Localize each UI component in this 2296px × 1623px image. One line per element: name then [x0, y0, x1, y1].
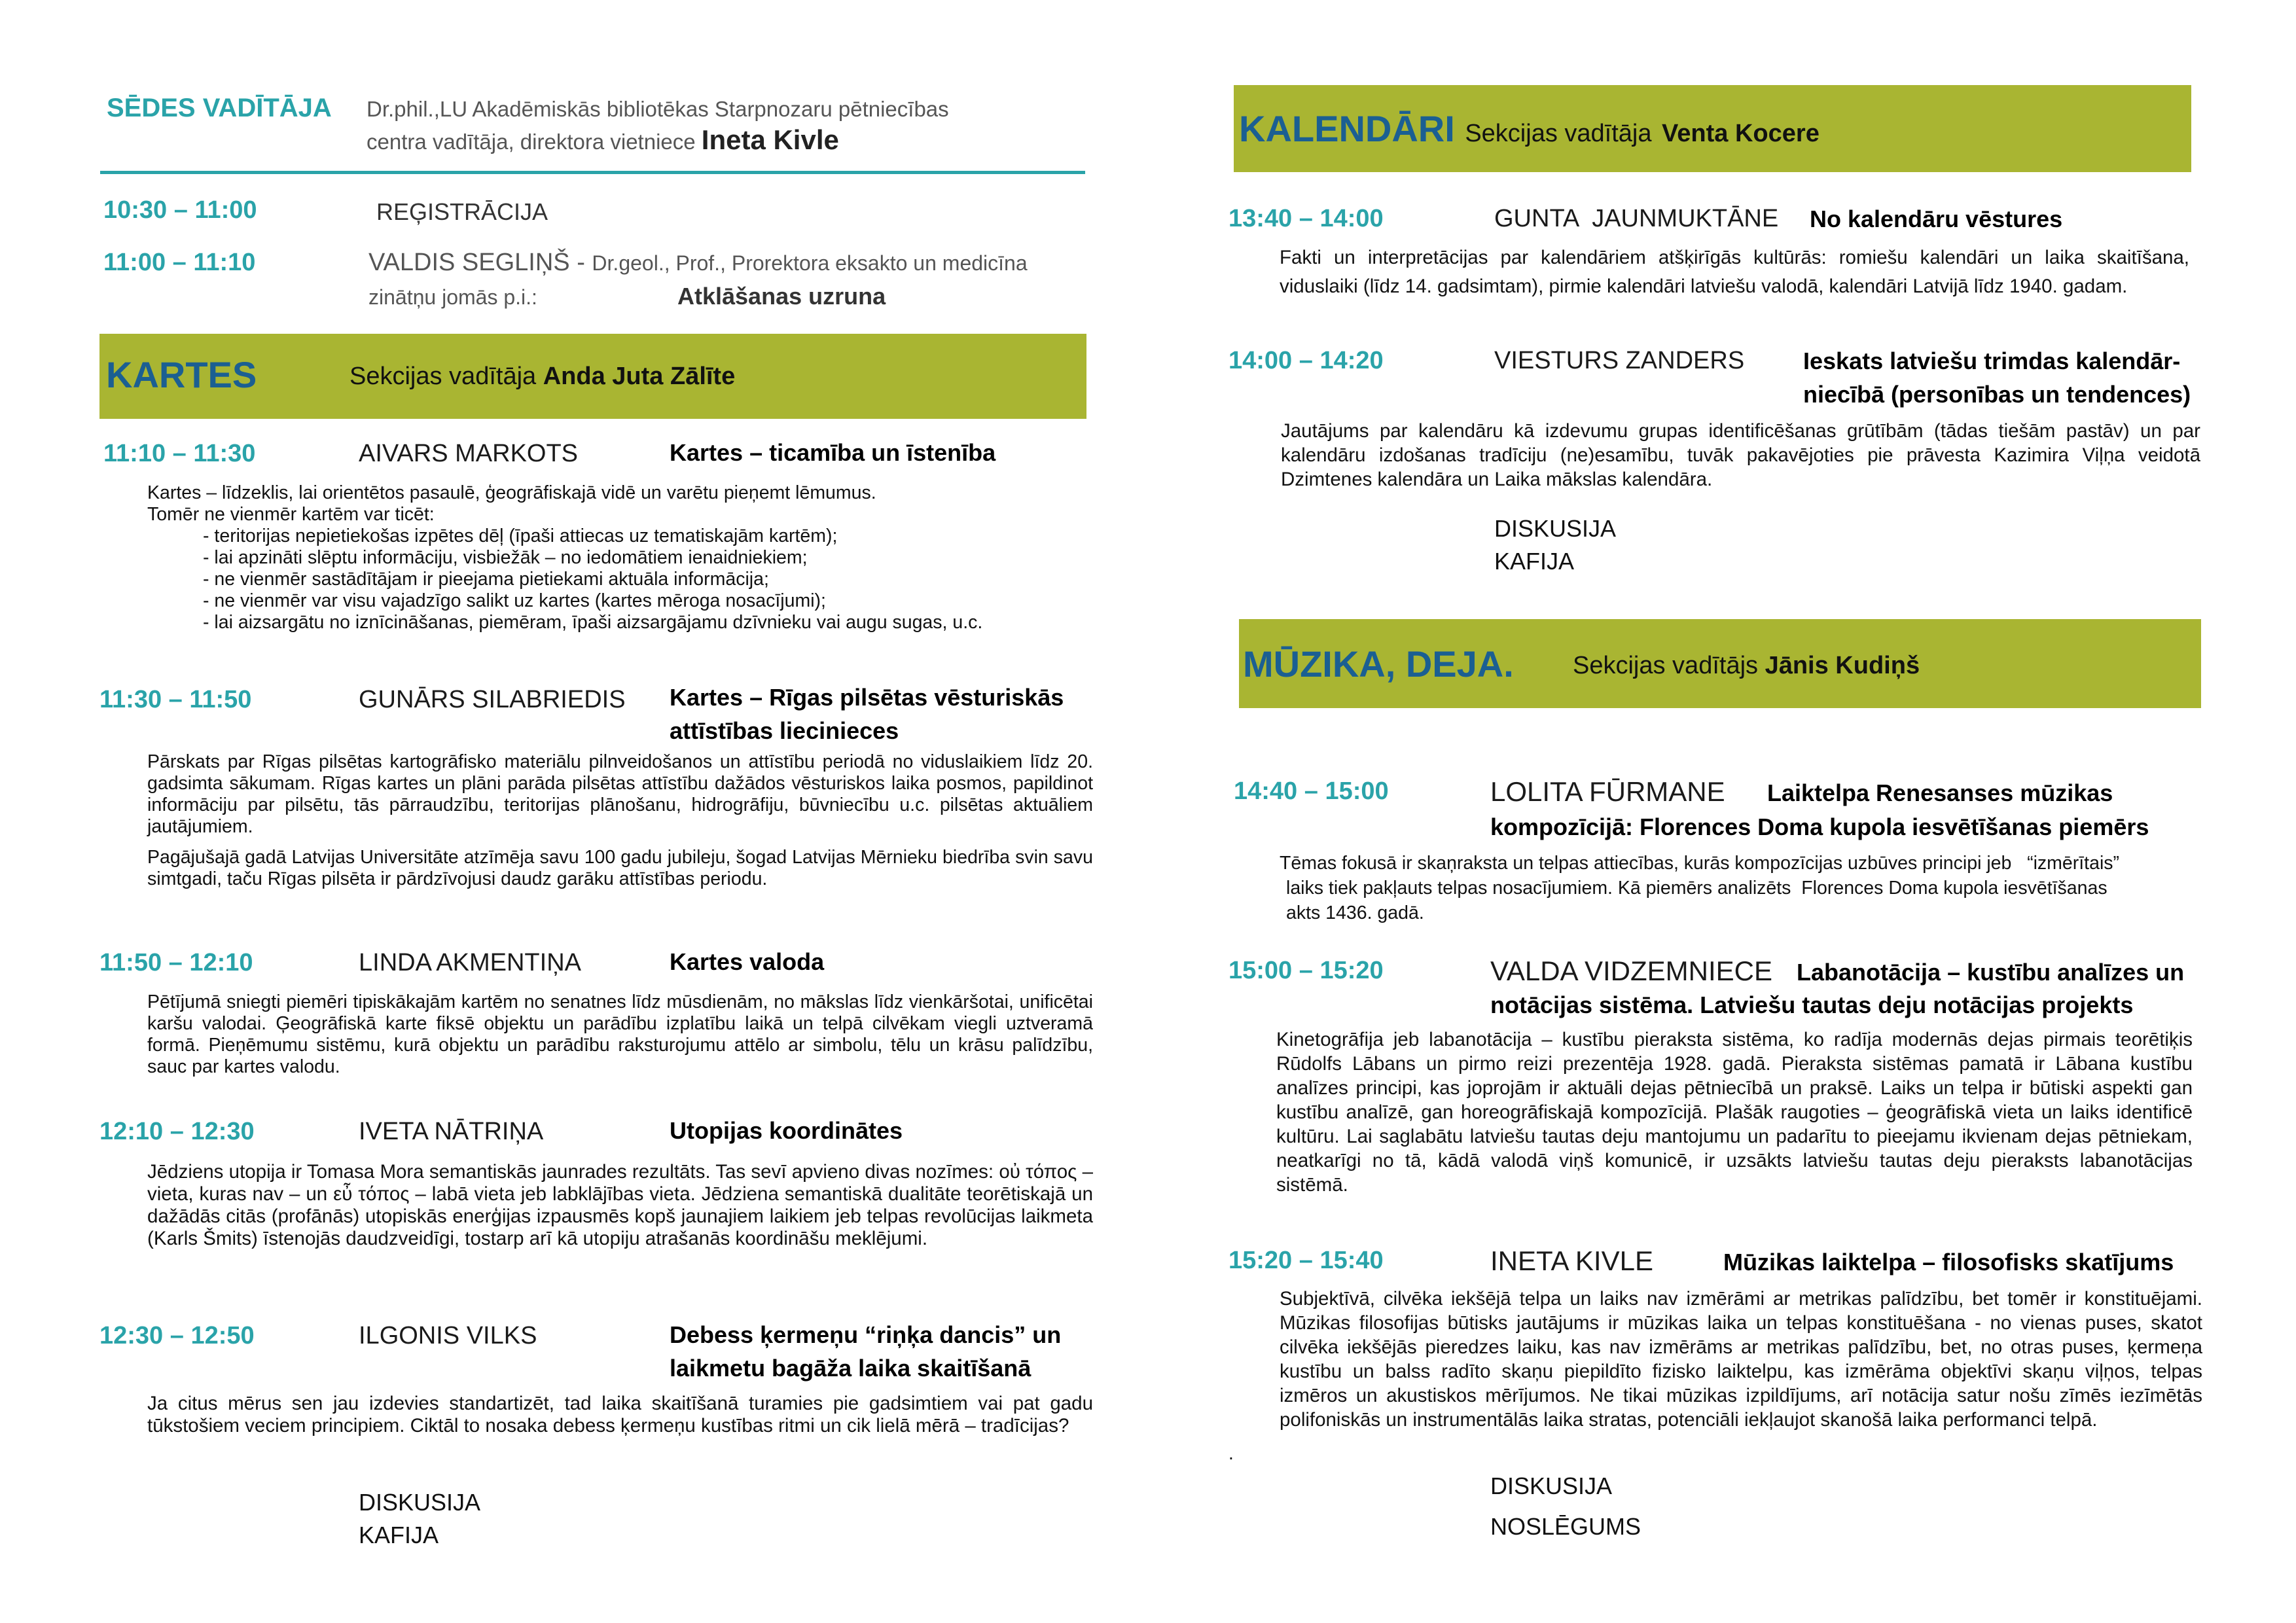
talk-time: 12:30 – 12:50: [99, 1322, 255, 1349]
talk-description: [147, 1161, 1093, 1250]
closing-item-coffee: KAFIJA: [1494, 548, 1575, 575]
talk-title-line1: Ieskats latviešu trimdas kalendār-: [1803, 348, 2181, 374]
closing-item-end: NOSLĒGUMS: [1490, 1513, 1641, 1540]
talk-line: laiks tiek pakļauts telpas nosacījumiem. Kā piemērs analizēts Florences Doma kupola iesvētīšanas: [1286, 878, 2108, 899]
talk-bullet-list: [147, 526, 1093, 633]
stray-dot: .: [1229, 1443, 1234, 1463]
talk-title: No kalendāru vēstures: [1810, 205, 2063, 232]
chair-role-prefix: centra vadītāja, direktora vietniece: [367, 130, 696, 154]
section-band-kartes: [99, 334, 1086, 419]
list-item: - teritorijas nepietiekošas izpētes dēļ (īpaši attiecas uz tematiskajām kartēm);: [203, 526, 1093, 547]
section-chair-label: Sekcijas vadītājs: [1573, 652, 1759, 679]
talk-time: 15:20 – 15:40: [1229, 1247, 1384, 1274]
closing-item-discussion: DISKUSIJA: [1494, 515, 1617, 542]
talk-title: Kartes valoda: [670, 948, 825, 975]
talk-time: 14:40 – 15:00: [1234, 777, 1389, 805]
section-title-muzika: MŪZIKA, DEJA.: [1243, 643, 1514, 685]
talk-paragraph: Kinetogrāfija jeb labanotācija – kustību pieraksta sistēma, ko radīja modernās dejas pirmais teorētiķis Rūdolfs Lābans un pirmo reizi prezentēja 1928. gadā. Pieraksta sistēmas pamatā ir Lābana kustību analīzes principi, kas joprojām ir aktuāli dejas pētniecībā un praksē. Laiks un telpa ir būtiski aspekti gan kustību analīzē, gan horeogrāfiskajā kompozīcijā. Plašāk raugoties – ģeogrāfiskā vieta un laiks identificē kultūru. Lai saglabātu latviešu tautas deju mantojumu un padarītu to pieejamu ikvienam dejas pētniekam, neatkarīgi no tā, kādā valodā viņš komunicē, ir uzsākts latviešu tautas deju pieraksts labanotācijas sistēmā.: [1276, 1029, 2193, 1196]
talk-speaker: IVETA NĀTRIŅA: [359, 1118, 544, 1145]
talk-title-line2: niecībā (personības un tendences): [1803, 381, 2191, 408]
opening-speaker: [368, 249, 1028, 277]
list-item: - lai apzināti slēptu informāciju, visbiežāk – no iedomātiem ienaidniekiem;: [203, 547, 1093, 569]
chair-name: Ineta Kivle: [701, 124, 839, 155]
talk-title-line2: kompozīcijā: Florences Doma kupola iesvētīšanas piemērs: [1490, 813, 2149, 840]
talk-time: 11:50 – 12:10: [99, 949, 253, 976]
talk-description: [1280, 851, 2209, 925]
talk-title: [670, 681, 1095, 747]
talk-time: 12:10 – 12:30: [99, 1118, 255, 1145]
talk-speaker: AIVARS MARKOTS: [359, 440, 579, 467]
talk-description: [1281, 419, 2200, 491]
talk-title-line2: attīstības liecinieces: [670, 717, 899, 744]
talk-description: [1276, 1027, 2193, 1197]
section-chair-muzika: [1573, 652, 1920, 680]
talk-title: Mūzikas laiktelpa – filosofisks skatījums: [1723, 1249, 2174, 1275]
chair-label: SĒDES VADĪTĀJA: [107, 94, 332, 122]
talk-speaker: LINDA AKMENTIŅA: [359, 949, 581, 976]
talk-line: Tēmas fokusā ir skaņraksta un telpas attiecības, kurās kompozīcijas uzbūves principi jeb “izmērītais”: [1280, 853, 2120, 874]
talk-title: [670, 1318, 1102, 1385]
header-divider: [100, 171, 1085, 174]
talk-title-line1: Kartes – Rīgas pilsētas vēsturiskās: [670, 684, 1064, 711]
talk-paragraph: Subjektīvā, cilvēka iekšējā telpa un laiks nav izmērāmi ar metrikas palīdzību, bet tomēr ir konstituējami. Mūzikas filosofijas būtisks jautājums ir mūzikas laika un telpas konstituēšana - no vienas puses, skatot cilvēka iekšējās pieredzes laiku, kas nav izmērāms ar metrikas palīdzību, bet, no otras puses, ķermeņa kustību un balss radīto skaņu piepildīto fizisko laiktelpu, kas izmērāma objektīvi skaņu viļņos, telpas izmēros un akustiskos mērījumos. Ne tikai mūzikas izpildījums, arī notācija satur nošu zīmēs iezīmētās polifoniskās un instrumentālās laika stratas, potenciāli iekļaujot skanošā laika performanci telpā.: [1280, 1288, 2202, 1431]
opening-speaker-name: VALDIS SEGLIŅŠ -: [368, 249, 585, 276]
talk-title: Kartes – ticamība un īstenība: [670, 439, 996, 466]
section-band-muzika: [1239, 619, 2201, 708]
talk-speaker: INETA KIVLE: [1490, 1245, 1653, 1276]
list-item: - ne vienmēr sastādītājam ir pieejama pietiekami aktuāla informācija;: [203, 569, 1093, 590]
opening-title: Atklāšanas uzruna: [677, 283, 886, 310]
section-chair-label: Sekcijas vadītāja: [1465, 120, 1652, 147]
section-title-text: KALENDĀRI: [1239, 108, 1455, 149]
talk-time: 14:00 – 14:20: [1229, 347, 1384, 374]
talk-title-line1: Debess ķermeņu “riņķa dancis” un: [670, 1321, 1062, 1348]
opening-speaker-role2: zinātņu jomās p.i.:: [368, 285, 537, 309]
section-chair-name: Venta Kocere: [1662, 120, 1820, 147]
talk-description: [1280, 1287, 2202, 1432]
talk-paragraph: Jautājums par kalendāru kā izdevumu grupas identificēšanas grūtībām (tādas tiešām pastāv) un par kalendāru izdošanas tradīciju (ne)esamību, tuvāk pakavējoties pie prāvesta Kazimira Viļņa veidotā Dzimtenes kalendāra un Laika mākslas kalendāra.: [1281, 420, 2200, 490]
closing-item-discussion: DISKUSIJA: [359, 1489, 481, 1516]
talk-description: [147, 482, 1093, 633]
talk-title: [1803, 344, 2209, 411]
talk-title-line2: notācijas sistēma. Latviešu tautas deju notācijas projekts: [1490, 991, 2134, 1018]
talk-title-line1: Laiktelpa Renesanses mūzikas: [1767, 779, 2113, 806]
talk-paragraph: Pētījumā sniegti piemēri tipiskākajām kartēm no senatnes līdz mūsdienām, no mākslas līdz vienkāršotai, unificētai karšu valodai. Ģeogrāfiskā karte fiksē objektu un parādību izplatību laikā un telpā cilvēkam viegli uztveramā formā. Pieņēmumu sistēmu, kurā objektu un parādību raksturojumu attēlo ar simbolu, tēlu un krāsu palīdzību, sauc par kartes valodu.: [147, 991, 1093, 1077]
list-item: - ne vienmēr var visu vajadzīgo salikt uz kartes (kartes mēroga nosacījumi);: [203, 590, 1093, 612]
talk-title-line2: laikmetu bagāža laika skaitīšanā: [670, 1355, 1031, 1382]
talk-description: [147, 1393, 1093, 1437]
registration-label: REĢISTRĀCIJA: [376, 198, 548, 225]
list-item: - lai aizsargātu no iznīcināšanas, piemēram, īpaši aizsargājamu dzīvnieku vai augu sugas, u.c.: [203, 612, 1093, 633]
talk-speaker: GUNĀRS SILABRIEDIS: [359, 686, 626, 713]
talk-time: 13:40 – 14:00: [1229, 205, 1384, 232]
talk-paragraph: Pagājušajā gadā Latvijas Universitāte atzīmēja savu 100 gadu jubileju, šogad Latvijas Mērnieku biedrība svin savu simtgadi, taču Rīgas pilsēta ir pārdzīvojusi daudz garāku attīstības periodu.: [147, 847, 1093, 889]
closing-item-discussion: DISKUSIJA: [1490, 1472, 1613, 1499]
talk-speaker: VIESTURS ZANDERS: [1494, 347, 1745, 374]
chair-role-line1: Dr.phil.,LU Akadēmiskās bibliotēkas Starpnozaru pētniecības: [367, 97, 949, 121]
talk-line: akts 1436. gadā.: [1286, 902, 1424, 923]
talk-speaker: VALDA VIDZEMNIECE: [1490, 955, 1772, 986]
talk-description: [147, 991, 1093, 1078]
talk-description: [1280, 243, 2189, 301]
talk-intro-2: Tomēr ne vienmēr kartēm var ticēt:: [147, 504, 435, 525]
time-registration: 10:30 – 11:00: [103, 196, 257, 224]
talk-paragraph: Ja citus mērus sen jau izdevies standartizēt, tad laika skaitīšanā turamies pie gadsimtiem vai pat gadu tūkstošiem veciem principiem. Ciktāl to nosaka debess ķermeņu kustības ritmi un cik lielā mērā – tradīcijas?: [147, 1393, 1093, 1436]
talk-title-line1: Labanotācija – kustību analīzes un: [1797, 959, 2185, 986]
talk-time: 11:30 – 11:50: [99, 686, 252, 713]
section-chair-kartes: [350, 363, 735, 391]
talk-time: 11:10 – 11:30: [103, 440, 256, 467]
talk-speaker: GUNTA JAUNMUKTĀNE: [1494, 205, 1779, 232]
time-opening: 11:00 – 11:10: [103, 249, 256, 276]
talk-paragraph: Jēdziens utopija ir Tomasa Mora semantiskās jaunrades rezultāts. Tas sevī apvieno divas nozīmes: οὐ τόπος – vieta, kuras nav – un εὖ τόπος – labā vieta jeb labklājības vieta. Jēdziena semantiskā dualitāte teorētiskajā un dažādās citās (profānās) utopiskās enerģijas izpausmēs kopš jaunajiem laikiem jeb telpas revolūcijas laikmeta (Karls Šmits) īstenojās daudzveidīgi, tostarp arī kā utopiju atrašanās koordināšu meklējumi.: [147, 1161, 1093, 1249]
section-title-kalendari: [1239, 107, 1820, 150]
talk-title: Utopijas koordinātes: [670, 1117, 903, 1144]
closing-item-coffee: KAFIJA: [359, 1522, 439, 1548]
talk-paragraph: Pārskats par Rīgas pilsētas kartogrāfisko materiālu pilnveidošanos un attīstību periodā no viduslaikiem līdz 20. gadsimta sākumam. Rīgas kartes un plāni parāda pilsētas attīstību dažādos vēsturiskos laika posmos, papildinot informāciju par pilsētu, tās pārraudzību, teritorijas plānošanu, hidrogrāfiju, būvniecību u.c. pilsētas aktuāliem jautājumiem.: [147, 751, 1093, 837]
section-chair-name: Jānis Kudiņš: [1765, 652, 1920, 679]
section-band-kalendari: [1234, 85, 2191, 172]
talk-speaker: LOLITA FŪRMANE: [1490, 776, 1725, 807]
talk-time: 15:00 – 15:20: [1229, 957, 1384, 984]
section-chair-label: Sekcijas vadītāja: [350, 363, 537, 390]
section-chair-name: Anda Juta Zālīte: [543, 363, 736, 390]
talk-description: [147, 751, 1093, 890]
opening-speaker-role: Dr.geol., Prof., Prorektora eksakto un medicīna: [592, 251, 1028, 275]
section-title-kartes: KARTES: [106, 354, 257, 395]
talk-intro-1: Kartes – līdzeklis, lai orientētos pasaulē, ģeogrāfiskajā vidē un varētu pieņemt lēmumus.: [147, 482, 876, 503]
talk-speaker: ILGONIS VILKS: [359, 1322, 537, 1349]
talk-paragraph: Fakti un interpretācijas par kalendāriem atšķirīgās kultūrās: romiešu kalendāri un laika skaitīšana, viduslaiki (līdz 14. gadsimtam), pirmie kalendāri latviešu valodā, kalendāri Latvijā līdz 1940. gadam.: [1280, 247, 2189, 297]
chair-role-line2: [367, 124, 839, 156]
